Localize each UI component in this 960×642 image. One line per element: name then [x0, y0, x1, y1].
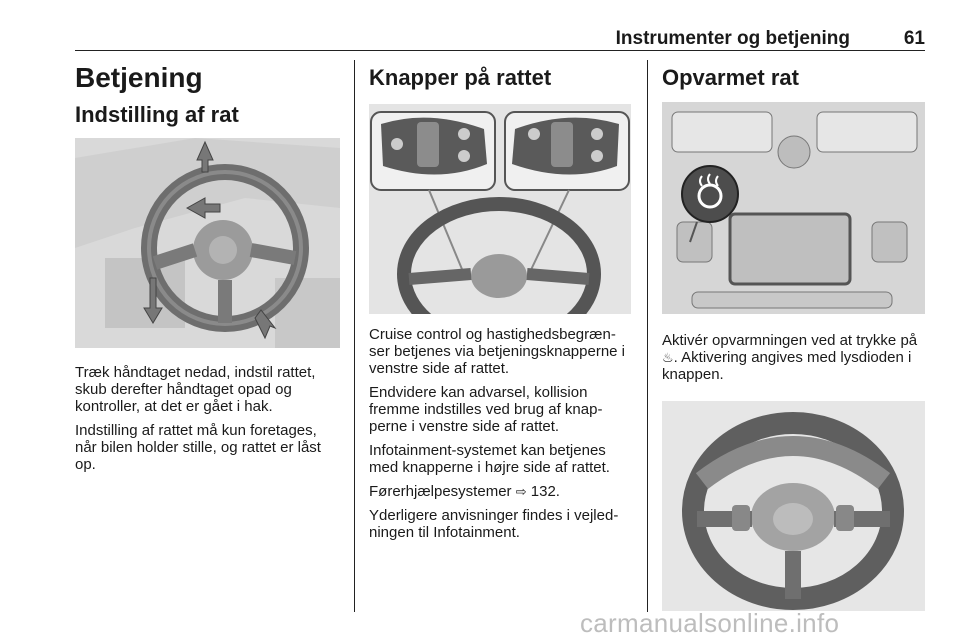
dashboard-heated-button-illustration — [662, 102, 925, 314]
column-divider — [647, 60, 648, 612]
column-steering-buttons — [369, 60, 631, 548]
body-paragraph: Endvidere kan advarsel, kollision fremme indstilles ved brug af knapperne i venstre side af rattet. — [369, 384, 603, 435]
header-title: Instrumenter og betjening — [615, 28, 850, 49]
paragraph-text: Aktivér opvarmningen ved at trykke på — [662, 332, 918, 349]
body-paragraph: Infotainment-systemet kan betjenes med knapperne i højre side af rattet. — [369, 442, 610, 476]
column-steering-adjust — [75, 60, 340, 480]
watermark: carmanualsonline.info — [580, 608, 840, 638]
body-paragraph — [662, 332, 925, 383]
steering-buttons-illustration — [369, 104, 631, 314]
page-number: 61 — [903, 28, 925, 49]
header-rule — [75, 50, 925, 51]
body-paragraph: Indstilling af rattet må kun foretages, når bilen holder stille, og rattet er låst op. — [75, 422, 321, 473]
section-heading: Knapper på rattet — [369, 65, 552, 90]
heated-steering-wheel-icon: ♨ — [662, 350, 674, 365]
section-heading: Betjening — [75, 62, 203, 93]
steering-adjust-illustration — [75, 138, 340, 348]
column-heated-wheel — [662, 60, 925, 611]
body-paragraph: Yderligere anvisninger findes i vejledningen til Infotainment. — [369, 507, 619, 541]
column-divider — [354, 60, 355, 612]
subsection-heading: Indstilling af rat — [75, 102, 239, 127]
paragraph-text: . Aktivering angives med lysdioden i knappen. — [662, 349, 912, 383]
steering-wheel-illustration — [662, 401, 925, 611]
section-heading: Opvarmet rat — [662, 65, 799, 90]
arrow-right-icon: ⇨ — [515, 484, 527, 499]
cross-reference[interactable] — [369, 483, 631, 500]
body-paragraph: Træk håndtaget nedad, indstil rattet, skub derefter håndtaget opad og kontroller, at det er gået i hak. — [75, 364, 316, 415]
body-paragraph: Cruise control og hastighedsbegrænser betjenes via betjeningsknapperne i venstre side af rattet. — [369, 326, 626, 377]
reference-page[interactable]: 132. — [530, 483, 560, 500]
reference-text: Førerhjælpesystemer — [369, 483, 512, 500]
